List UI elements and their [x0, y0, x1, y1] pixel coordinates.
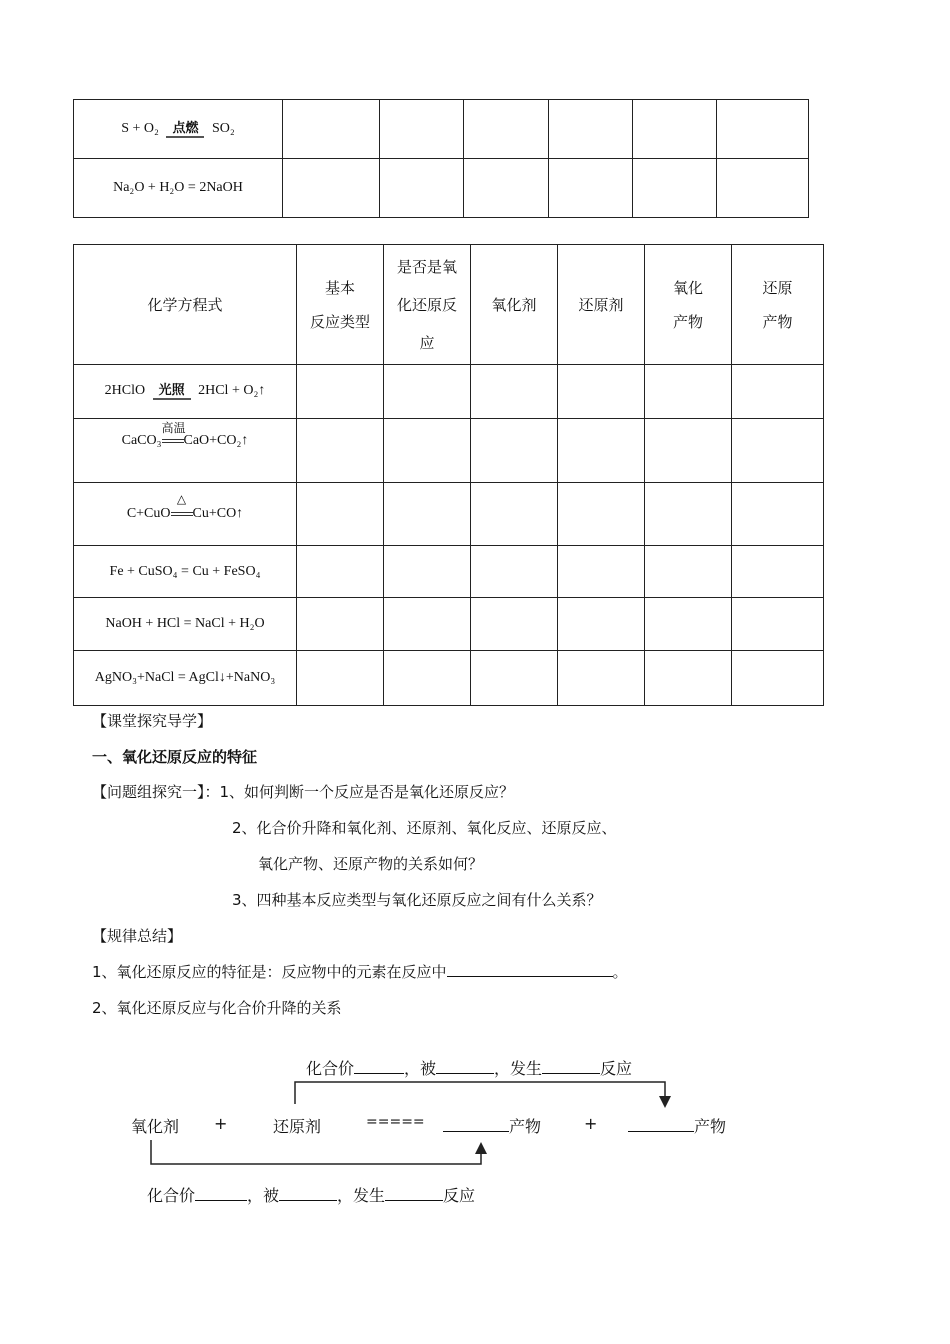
question-3: 3、四种基本反应类型与氧化还原反应之间有什么关系？: [232, 891, 602, 909]
condition-label: 点燃: [166, 122, 204, 138]
header-basic-type: 基本 反应类型: [297, 245, 384, 365]
guide-title: 【课堂探究导学】: [92, 712, 213, 730]
header-oxidation-product: 氧化 产物: [645, 245, 732, 365]
oxidant-label: 氧化剂: [131, 1117, 180, 1136]
plus-sign: +: [214, 1114, 228, 1133]
header-reduction-product: 还原 产物: [732, 245, 824, 365]
summary-1-text: 1、氧化还原反应的特征是：反应物中的元素在反应中: [92, 963, 447, 981]
product-1: 产物: [443, 1114, 541, 1137]
summary-1-end: 。: [612, 963, 628, 981]
question-label: 【问题组探究一】：: [92, 783, 220, 801]
header-is-redox: 是否是氧 化还原反 应: [384, 245, 471, 365]
condition-label: 高温: [161, 421, 186, 435]
plus-sign-2: +: [584, 1114, 598, 1133]
fill-blank[interactable]: [628, 1117, 694, 1132]
equation-cell: C+CuO △ Cu+CO↑: [74, 483, 297, 546]
section-heading: 一、氧化还原反应的特征: [92, 748, 258, 766]
equals-sign: =====: [366, 1114, 425, 1130]
reductant-label: 还原剂: [273, 1117, 322, 1136]
header-equation: 化学方程式: [74, 245, 297, 365]
triangle-icon: △: [176, 492, 187, 506]
equation-cell: CaCO₃ 高温 CaO+CO₂↑: [74, 419, 297, 483]
equation-cell: AgNO₃+NaCl = AgCl↓+NaNO₃: [74, 651, 297, 706]
product-2: 产物: [628, 1114, 726, 1137]
equation-left: S + O₂: [121, 120, 159, 136]
equation-right: SO₂: [211, 120, 235, 136]
equation-cell: Na₂O + H₂O = 2NaOH: [74, 159, 283, 218]
equation-cell: 2HClO 光照 2HCl + O₂↑: [74, 365, 297, 419]
fill-blank[interactable]: [385, 1186, 443, 1201]
equation-cell: NaOH + HCl = NaCl + H₂O: [74, 598, 297, 651]
fill-blank[interactable]: [195, 1186, 247, 1201]
fill-blank[interactable]: [443, 1117, 509, 1132]
question-1: 1、如何判断一个反应是否是氧化还原反应？: [219, 783, 515, 801]
summary-2: 2、氧化还原反应与化合价升降的关系: [92, 999, 342, 1017]
diagram-top-label: 化合价 ，被 ，发生 反应: [306, 1059, 633, 1078]
question-2b: 氧化产物、还原产物的关系如何？: [258, 855, 484, 873]
equation-cell: Fe + CuSO₄ = Cu + FeSO₄: [74, 546, 297, 598]
summary-title: 【规律总结】: [92, 927, 183, 945]
diagram-bottom-label: 化合价 ，被 ，发生 反应: [147, 1186, 476, 1205]
condition-label: 光照: [153, 384, 191, 400]
header-reductant: 还原剂: [558, 245, 645, 365]
header-oxidant: 氧化剂: [471, 245, 558, 365]
question-2a: 2、化合价升降和氧化剂、还原剂、氧化反应、还原反应、: [232, 819, 617, 837]
fill-blank[interactable]: [279, 1186, 337, 1201]
